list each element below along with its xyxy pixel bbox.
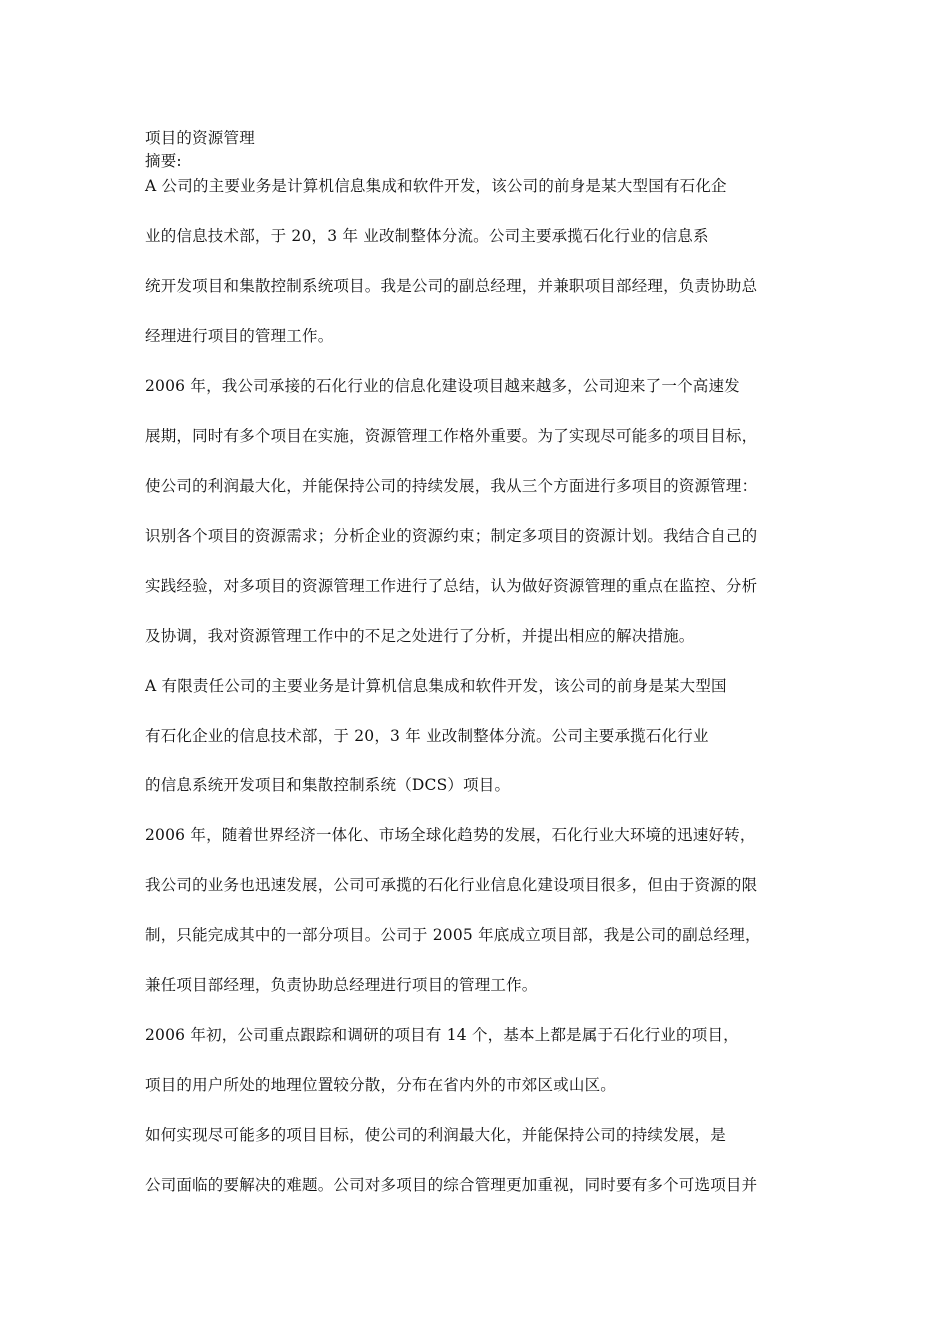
- abstract-label: 摘要:: [145, 152, 182, 170]
- text-line: 及协调，我对资源管理工作中的不足之处进行了分析，并提出相应的解决措施。: [145, 627, 695, 645]
- text-line: 兼任项目部经理，负责协助总经理进行项目的管理工作。: [145, 976, 538, 994]
- text-line: 有石化企业的信息技术部，于 20，3 年 业改制整体分流。公司主要承揽石化行业: [145, 727, 709, 745]
- text-line: A 公司的主要业务是计算机信息集成和软件开发，该公司的前身是某大型国有石化企: [145, 177, 727, 195]
- text-line: 2006 年初，公司重点跟踪和调研的项目有 14 个，基本上都是属于石化行业的项目，: [145, 1026, 739, 1044]
- text-line: 2006 年，我公司承接的石化行业的信息化建设项目越来越多，公司迎来了一个高速发: [145, 377, 740, 395]
- text-line: 使公司的利润最大化，并能保持公司的持续发展，我从三个方面进行多项目的资源管理：: [145, 477, 758, 495]
- text-line: 制，只能完成其中的一部分项目。公司于 2005 年底成立项目部，我是公司的副总经理，: [145, 926, 761, 944]
- text-line: 识别各个项目的资源需求；分析企业的资源约束；制定多项目的资源计划。我结合自己的: [145, 527, 758, 545]
- text-line: 统开发项目和集散控制系统项目。我是公司的副总经理，并兼职项目部经理，负责协助总: [145, 277, 758, 295]
- text-line: 的信息系统开发项目和集散控制系统（DCS）项目。: [145, 776, 511, 794]
- text-line: 业的信息技术部，于 20，3 年 业改制整体分流。公司主要承揽石化行业的信息系: [145, 227, 709, 245]
- text-line: 项目的用户所处的地理位置较分散，分布在省内外的市郊区或山区。: [145, 1076, 617, 1094]
- text-line: A 有限责任公司的主要业务是计算机信息集成和软件开发，该公司的前身是某大型国: [145, 677, 727, 695]
- text-line: 如何实现尽可能多的项目目标，使公司的利润最大化，并能保持公司的持续发展，是: [145, 1126, 726, 1144]
- text-line: 经理进行项目的管理工作。: [145, 327, 334, 345]
- text-line: 展期，同时有多个项目在实施，资源管理工作格外重要。为了实现尽可能多的项目目标，: [145, 427, 758, 445]
- text-line: 我公司的业务也迅速发展，公司可承揽的石化行业信息化建设项目很多，但由于资源的限: [145, 876, 758, 894]
- document-title: 项目的资源管理: [145, 129, 255, 147]
- text-line: 公司面临的要解决的难题。公司对多项目的综合管理更加重视，同时要有多个可选项目并: [145, 1176, 758, 1194]
- text-line: 实践经验，对多项目的资源管理工作进行了总结，认为做好资源管理的重点在监控、分析: [145, 577, 758, 595]
- text-line: 2006 年，随着世界经济一体化、市场全球化趋势的发展，石化行业大环境的迅速好转，: [145, 826, 756, 844]
